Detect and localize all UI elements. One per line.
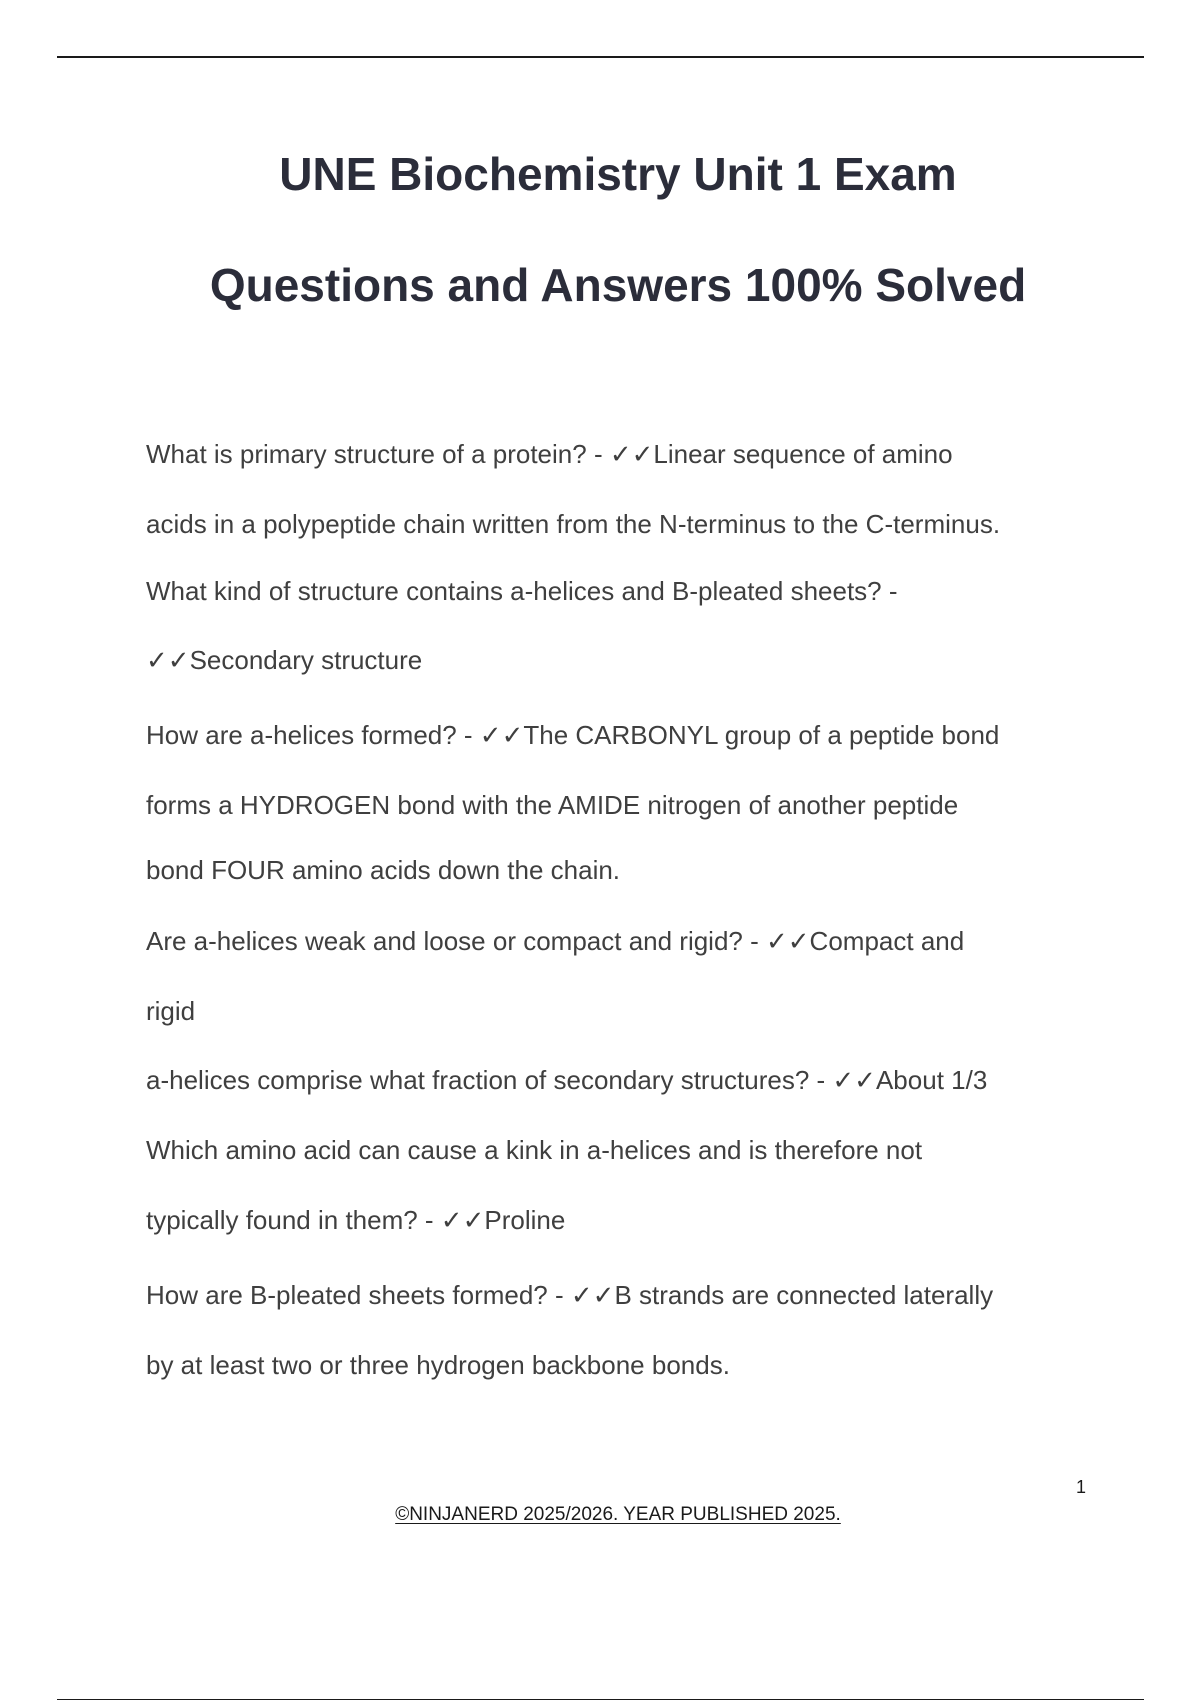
qa-line: a-helices comprise what fraction of secondary structures? - ✓✓About 1/3: [146, 1065, 988, 1095]
qa-line: Which amino acid can cause a kink in a-helices and is therefore not: [146, 1135, 923, 1165]
qa-line: typically found in them? - ✓✓Proline: [146, 1205, 566, 1235]
qa-line: forms a HYDROGEN bond with the AMIDE nitrogen of another peptide: [146, 790, 959, 820]
qa-line: rigid: [146, 996, 196, 1026]
top-rule: [57, 56, 1144, 58]
qa-line: What kind of structure contains a-helices and B-pleated sheets? -: [146, 576, 898, 606]
qa-line: ✓✓Secondary structure: [146, 645, 423, 675]
qa-line: How are a-helices formed? - ✓✓The CARBONYL group of a peptide bond: [146, 720, 1000, 750]
document-title-line-1: UNE Biochemistry Unit 1 Exam: [279, 148, 957, 200]
qa-line: Are a-helices weak and loose or compact and rigid? - ✓✓Compact and: [146, 926, 965, 956]
qa-line: bond FOUR amino acids down the chain.: [146, 855, 621, 885]
qa-line: How are B-pleated sheets formed? - ✓✓B strands are connected laterally: [146, 1280, 994, 1310]
qa-line: by at least two or three hydrogen backbone bonds.: [146, 1350, 730, 1380]
document-title-line-2: Questions and Answers 100% Solved: [209, 259, 1027, 311]
footer-text: ©NINJANERD 2025/2026. YEAR PUBLISHED 2025.: [395, 1504, 841, 1525]
page-number: 1: [1076, 1477, 1087, 1497]
copyright-footer: [0, 1504, 1200, 1526]
qa-line: acids in a polypeptide chain written from the N-terminus to the C-terminus.: [146, 509, 1001, 539]
qa-line: What is primary structure of a protein? - ✓✓Linear sequence of amino: [146, 439, 953, 469]
